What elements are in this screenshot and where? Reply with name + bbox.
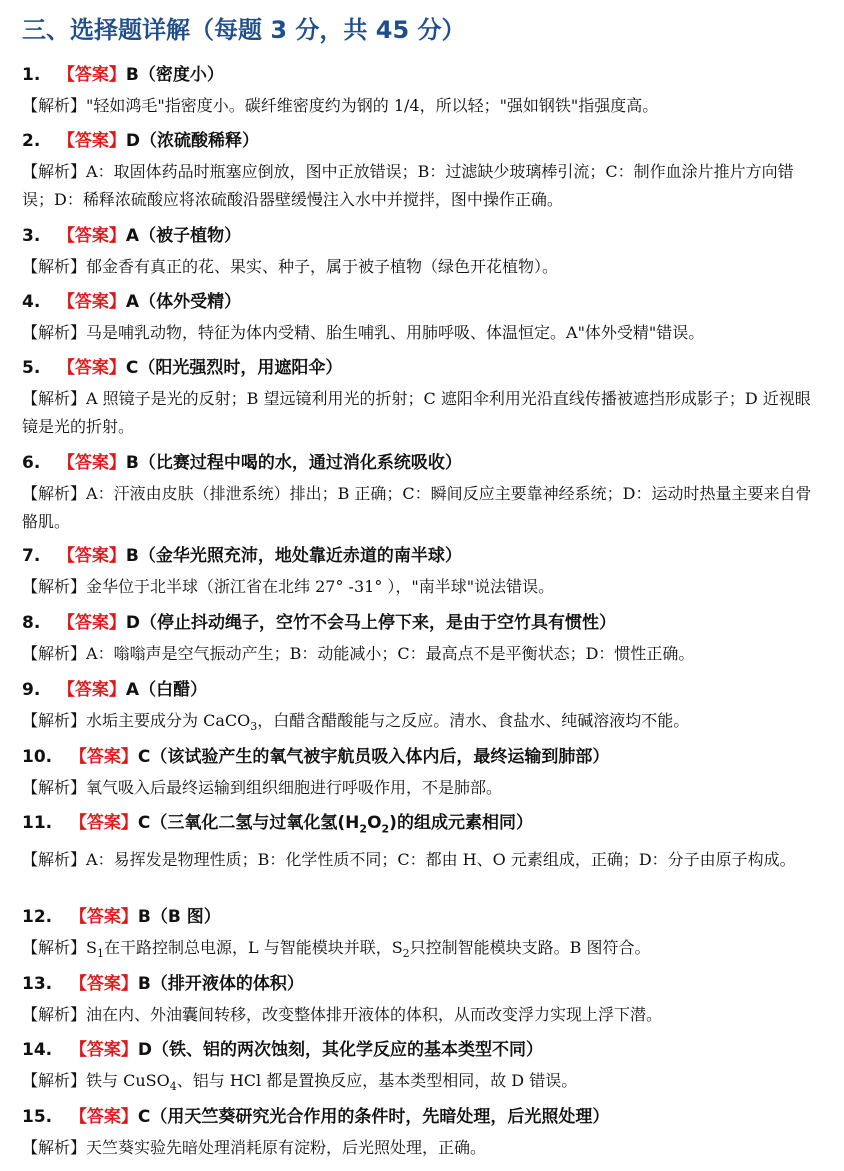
answer-tag: 【答案】 bbox=[57, 65, 126, 85]
answer-line bbox=[22, 744, 822, 770]
answer-tag: 【答案】 bbox=[57, 680, 126, 700]
explain-tag: 【解析】 bbox=[22, 1138, 87, 1157]
explanation bbox=[22, 158, 822, 214]
answer-text: B（密度小） bbox=[125, 65, 224, 85]
explanation bbox=[22, 385, 822, 441]
explain-text: A 照镜子是光的反射；B 望远镜利用光的折射；C 遮阳伞利用光沿直线传播被遮挡形成影子；D 近视眼镜是光的折射。 bbox=[22, 389, 811, 436]
answer-text-part: )的组成元素相同） bbox=[389, 813, 533, 833]
section-title: 三、选择题详解（每题 3 分，共 45 分） bbox=[22, 16, 466, 44]
question-item-5 bbox=[22, 355, 822, 441]
answer-text: B（B 图） bbox=[137, 907, 221, 927]
answer-tag: 【答案】 bbox=[57, 453, 126, 473]
answer-line bbox=[22, 810, 822, 842]
explain-text: A：汗液由皮肤（排泄系统）排出；B 正确；C：瞬间反应主要靠神经系统；D：运动时热量主要来自骨骼肌。 bbox=[22, 484, 812, 531]
question-number: 6. bbox=[22, 453, 41, 473]
answer-tag: 【答案】 bbox=[69, 1107, 138, 1127]
explain-text-part: 只控制智能模块支路。B 图符合。 bbox=[409, 938, 651, 957]
explanation bbox=[22, 1001, 822, 1029]
explanation bbox=[22, 253, 822, 281]
answer-text: D（铁、铝的两次蚀刻，其化学反应的基本类型不同） bbox=[137, 1040, 544, 1060]
answer-text: D（停止抖动绳子，空竹不会马上停下来，是由于空竹具有惯性） bbox=[125, 613, 617, 633]
explanation bbox=[22, 846, 822, 874]
explain-tag: 【解析】 bbox=[22, 257, 87, 276]
answer-line bbox=[22, 355, 822, 381]
question-number: 3. bbox=[22, 226, 41, 246]
explanation bbox=[22, 640, 822, 668]
explain-tag: 【解析】 bbox=[22, 96, 87, 115]
subscript: 3 bbox=[250, 720, 258, 734]
answer-line bbox=[22, 128, 822, 154]
question-number: 13. bbox=[22, 974, 53, 994]
explain-text-part: ，白醋含醋酸能与之反应。清水、食盐水、纯碱溶液均不能。 bbox=[257, 711, 690, 730]
question-number: 2. bbox=[22, 131, 41, 151]
explain-tag: 【解析】 bbox=[22, 938, 87, 957]
question-item-7 bbox=[22, 543, 822, 601]
explain-tag: 【解析】 bbox=[22, 484, 87, 503]
explain-text: 油在内、外油囊间转移，改变整体排开液体的体积，从而改变浮力实现上浮下潜。 bbox=[86, 1005, 663, 1024]
answer-tag: 【答案】 bbox=[69, 1040, 138, 1060]
explain-text-part: 水垢主要成分为 CaCO bbox=[86, 711, 251, 730]
answer-text: D（浓硫酸稀释） bbox=[125, 131, 260, 151]
explain-text bbox=[86, 711, 690, 734]
explain-tag: 【解析】 bbox=[22, 323, 87, 342]
answer-line bbox=[22, 677, 822, 703]
explain-tag: 【解析】 bbox=[22, 389, 87, 408]
explain-text: A：嗡嗡声是空气振动产生；B：动能减小；C：最高点不是平衡状态；D：惯性正确。 bbox=[86, 644, 695, 663]
question-number: 4. bbox=[22, 292, 41, 312]
answer-tag: 【答案】 bbox=[69, 974, 138, 994]
answer-line bbox=[22, 62, 822, 88]
answer-line bbox=[22, 610, 822, 636]
question-item-11 bbox=[22, 810, 822, 874]
question-item-8 bbox=[22, 610, 822, 668]
explain-text: 氧气吸入后最终运输到组织细胞进行呼吸作用，不是肺部。 bbox=[86, 778, 503, 797]
subscript: 2 bbox=[359, 822, 368, 836]
question-number: 15. bbox=[22, 1107, 53, 1127]
question-number: 12. bbox=[22, 907, 53, 927]
explanation bbox=[22, 934, 822, 968]
explanation bbox=[22, 319, 822, 347]
answer-line bbox=[22, 904, 822, 930]
answer-line bbox=[22, 1037, 822, 1063]
answer-line bbox=[22, 543, 822, 569]
question-number: 8. bbox=[22, 613, 41, 633]
answer-text: A（被子植物） bbox=[125, 226, 242, 246]
answer-line bbox=[22, 971, 822, 997]
answer-text-part: C（三氧化二氢与过氧化氢(H bbox=[137, 813, 360, 833]
answer-line bbox=[22, 223, 822, 249]
answer-text: B（金华光照充沛，地处靠近赤道的南半球） bbox=[125, 546, 462, 566]
question-item-12 bbox=[22, 904, 822, 968]
explain-text: A：取固体药品时瓶塞应倒放，图中正放错误；B：过滤缺少玻璃棒引流；C：制作血涂片推片方向错误；D：稀释浓硫酸应将浓硫酸沿器壁缓慢注入水中并搅拌，图中操作正确。 bbox=[22, 162, 794, 209]
answer-text: B（比赛过程中喝的水，通过消化系统吸收） bbox=[125, 453, 462, 473]
explain-text: 金华位于北半球（浙江省在北纬 27° -31° ），"南半球"说法错误。 bbox=[86, 577, 555, 596]
explain-text-part: 铁与 CuSO bbox=[86, 1071, 170, 1090]
answer-tag: 【答案】 bbox=[69, 907, 138, 927]
explanation bbox=[22, 92, 822, 120]
question-number: 9. bbox=[22, 680, 41, 700]
answer-text: A（白醋） bbox=[125, 680, 208, 700]
question-number: 7. bbox=[22, 546, 41, 566]
explanation bbox=[22, 774, 822, 802]
explain-text: "轻如鸿毛"指密度小。碳纤维密度约为钢的 1/4，所以轻；"强如钢铁"指强度高。 bbox=[86, 96, 659, 115]
answer-tag: 【答案】 bbox=[57, 358, 126, 378]
question-item-1 bbox=[22, 62, 822, 120]
explain-text: 马是哺乳动物，特征为体内受精、胎生哺乳、用肺呼吸、体温恒定。A"体外受精"错误。 bbox=[86, 323, 705, 342]
answer-text: C（该试验产生的氧气被宇航员吸入体内后，最终运输到肺部） bbox=[137, 747, 610, 767]
answer-tag: 【答案】 bbox=[57, 131, 126, 151]
question-item-2 bbox=[22, 128, 822, 214]
question-number: 14. bbox=[22, 1040, 53, 1060]
explain-text bbox=[86, 938, 651, 961]
question-number: 11. bbox=[22, 813, 53, 833]
explain-text: A：易挥发是物理性质；B：化学性质不同；C：都由 H、O 元素组成，正确；D：分子由原子构成。 bbox=[86, 850, 796, 870]
explain-text: 郁金香有真正的花、果实、种子，属于被子植物（绿色开花植物）。 bbox=[86, 257, 559, 276]
question-item-15 bbox=[22, 1104, 822, 1162]
subscript: 4 bbox=[169, 1080, 177, 1094]
answer-text: C（阳光强烈时，用遮阳伞） bbox=[125, 358, 343, 378]
answer-tag: 【答案】 bbox=[57, 546, 126, 566]
answer-line bbox=[22, 289, 822, 315]
explain-tag: 【解析】 bbox=[22, 711, 87, 730]
answer-text: B（排开液体的体积） bbox=[137, 974, 304, 994]
question-item-10 bbox=[22, 744, 822, 802]
answer-text: C（用天竺葵研究光合作用的条件时，先暗处理，后光照处理） bbox=[137, 1107, 610, 1127]
explain-tag: 【解析】 bbox=[22, 1005, 87, 1024]
explain-tag: 【解析】 bbox=[22, 778, 87, 797]
explanation bbox=[22, 1067, 822, 1101]
explain-text-part: 、铝与 HCl 都是置换反应，基本类型相同，故 D 错误。 bbox=[176, 1071, 578, 1090]
question-item-4 bbox=[22, 289, 822, 347]
explanation bbox=[22, 573, 822, 601]
subscript: 1 bbox=[96, 947, 104, 961]
answer-tag: 【答案】 bbox=[57, 226, 126, 246]
explain-tag: 【解析】 bbox=[22, 577, 87, 596]
question-item-3 bbox=[22, 223, 822, 281]
question-item-6 bbox=[22, 450, 822, 536]
question-number: 10. bbox=[22, 747, 53, 767]
answer-tag: 【答案】 bbox=[69, 747, 138, 767]
explain-text bbox=[86, 1071, 578, 1094]
answer-line bbox=[22, 1104, 822, 1130]
explanation bbox=[22, 480, 822, 536]
explanation bbox=[22, 707, 822, 741]
subscript: 2 bbox=[381, 822, 390, 836]
answer-text-part: O bbox=[367, 813, 382, 833]
answer-text: A（体外受精） bbox=[125, 292, 242, 312]
explain-tag: 【解析】 bbox=[22, 162, 87, 181]
question-item-14 bbox=[22, 1037, 822, 1101]
question-item-13 bbox=[22, 971, 822, 1029]
question-number: 1. bbox=[22, 65, 41, 85]
explain-tag: 【解析】 bbox=[22, 644, 87, 663]
answer-tag: 【答案】 bbox=[69, 813, 138, 833]
question-number: 5. bbox=[22, 358, 41, 378]
answer-text bbox=[137, 813, 533, 836]
explain-text-part: 在干路控制总电源，L 与智能模块并联，S bbox=[103, 938, 403, 957]
explanation bbox=[22, 1134, 822, 1162]
answer-line bbox=[22, 450, 822, 476]
explain-text-part: S bbox=[86, 938, 97, 957]
explain-text: 天竺葵实验先暗处理消耗原有淀粉，后光照处理，正确。 bbox=[86, 1138, 487, 1157]
subscript: 2 bbox=[402, 947, 410, 961]
question-item-9 bbox=[22, 677, 822, 741]
answer-tag: 【答案】 bbox=[57, 292, 126, 312]
answer-tag: 【答案】 bbox=[57, 613, 126, 633]
explain-tag: 【解析】 bbox=[22, 1071, 87, 1090]
explain-tag: 【解析】 bbox=[22, 850, 87, 870]
